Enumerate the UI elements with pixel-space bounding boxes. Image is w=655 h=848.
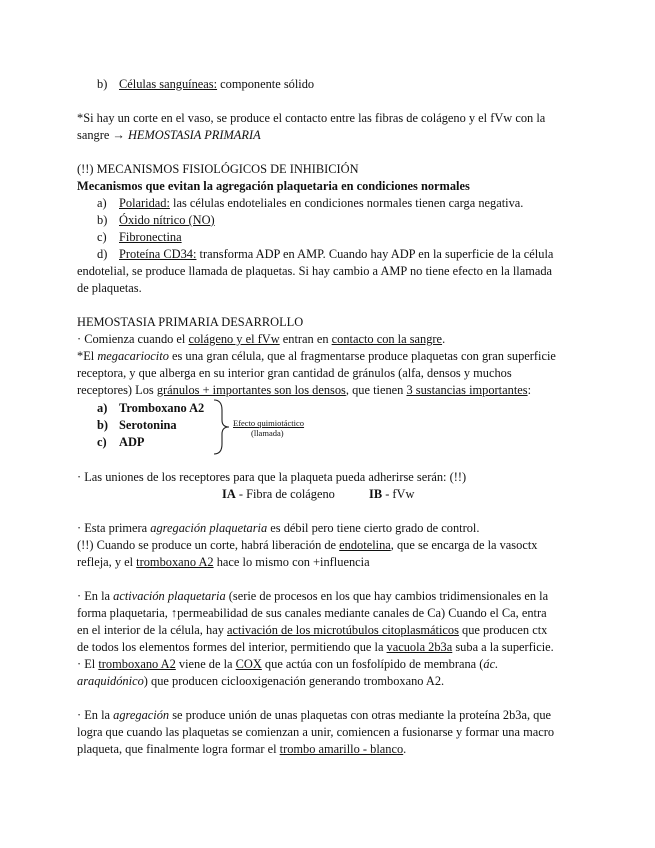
- paragraph-line: (!!) Cuando se produce un corte, habrá liberación de endotelina, que se encarga de la vasoctx: [77, 538, 538, 552]
- list-item: b) Serotonina: [97, 418, 177, 432]
- paragraph-line: *El megacariocito es una gran célula, que al fragmentarse produce plaquetas con gran superficie: [77, 349, 556, 363]
- list-item: c) ADP: [97, 435, 145, 449]
- paragraph-line: · Las uniones de los receptores para que la plaqueta pueda adherirse serán: (!!): [77, 470, 467, 484]
- list-item-celulas: b) Células sanguíneas: componente sólido: [97, 76, 314, 93]
- paragraph-line: sangre → HEMOSTASIA PRIMARIA: [77, 128, 261, 142]
- paragraph-line: endotelial, se produce llamada de plaquetas. Si hay cambio a AMP no tiene efecto en la llamada: [77, 264, 553, 278]
- paragraph-line: forma plaquetaria, ↑permeabilidad de sus canales mediante canales de Ca) Cuando el Ca, entra: [77, 606, 547, 620]
- curly-brace-icon: [212, 398, 232, 456]
- list-item: d) Proteína CD34: transforma ADP en AMP. Cuando hay ADP en la superficie de la célula: [97, 247, 554, 261]
- brace-label: Efecto quimiotáctico: [233, 418, 305, 428]
- section-title: (!!) MECANISMOS FISIOLÓGICOS DE INHIBICIÓN: [77, 162, 359, 176]
- list-item: a) Tromboxano A2: [97, 401, 205, 415]
- section-title: HEMOSTASIA PRIMARIA DESARROLLO: [77, 315, 304, 329]
- paragraph-line: · Esta primera agregación plaquetaria es débil pero tiene cierto grado de control.: [77, 521, 480, 535]
- paragraph-line: · Comienza cuando el colágeno y el fVw entran en contacto con la sangre.: [77, 332, 446, 346]
- paragraph-line: · En la activación plaquetaria (serie de procesos en los que hay cambios tridimensionales en la: [77, 589, 549, 603]
- section-subtitle: Mecanismos que evitan la agregación plaquetaria en condiciones normales: [77, 179, 470, 193]
- brace-label: (llamada): [251, 428, 284, 438]
- paragraph-line: logra que cuando las plaquetas se comienzan a unir, comiencen a fusionarse y formar una macro: [77, 725, 555, 739]
- paragraph-line: refleja, y el tromboxano A2 hace lo mismo con +influencia: [77, 555, 370, 569]
- paragraph-line: de plaquetas.: [77, 281, 142, 295]
- paragraph-line: de todos los elementos formes del interior, permitiendo que la vacuola 2b3a suba a la superficie.: [77, 640, 554, 654]
- paragraph-line: receptores) Los gránulos + importantes son los densos, que tienen 3 sustancias importantes:: [77, 383, 532, 397]
- list-item: b) Óxido nítrico (NO): [97, 213, 215, 227]
- list-item: c) Fibronectina: [97, 230, 182, 244]
- paragraph-line: en el interior de la célula, hay activación de los microtúbulos citoplasmáticos que producen ctx: [77, 623, 548, 637]
- paragraph-line: receptora, y que alberga en su interior gran cantidad de gránulos (alfa, densos y muchos: [77, 366, 512, 380]
- paragraph-line: araquidónico) que producen ciclooxigenación generando tromboxano A2.: [77, 674, 445, 688]
- paragraph-line: plaqueta, que finalmente logra formar el trombo amarillo - blanco.: [77, 742, 407, 756]
- term: Células sanguíneas:: [119, 77, 218, 91]
- union-ib: IB - fVw: [369, 487, 415, 501]
- list-letter: b): [97, 77, 108, 91]
- paragraph-line: · En la agregación se produce unión de unas plaquetas con otras mediante la proteína 2b3a, que: [77, 708, 552, 722]
- paragraph-line: *Si hay un corte en el vaso, se produce el contacto entre las fibras de colágeno y el fVw con la: [77, 111, 546, 125]
- union-ia: IA - Fibra de colágeno: [222, 487, 335, 501]
- list-item: a) Polaridad: las células endoteliales en condiciones normales tienen carga negativa.: [97, 196, 524, 210]
- paragraph-line: · El tromboxano A2 viene de la COX que actúa con un fosfolípido de membrana (ác.: [77, 657, 499, 671]
